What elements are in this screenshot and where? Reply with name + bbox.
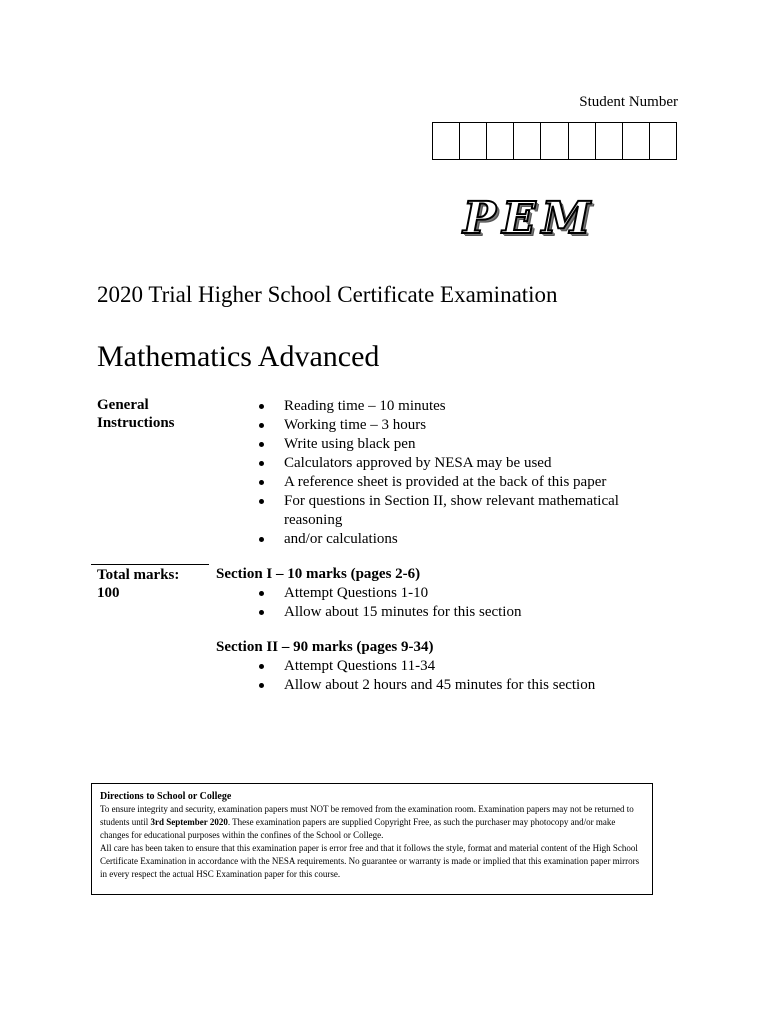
instruction-item: For questions in Section II, show relevant mathematical reasoning (255, 492, 655, 530)
student-number-boxes[interactable] (432, 122, 677, 160)
student-number-digit-box[interactable] (623, 123, 650, 159)
pem-logo: PEM (463, 193, 597, 244)
student-number-digit-box[interactable] (569, 123, 596, 159)
section-2-item: Attempt Questions 11-34 (255, 657, 675, 676)
section-2-heading: Section II – 90 marks (pages 9-34) (216, 639, 434, 655)
instruction-item: A reference sheet is provided at the back of this paper (255, 473, 655, 492)
exam-title: 2020 Trial Higher School Certificate Examination (97, 282, 558, 307)
section-1-list (255, 584, 675, 622)
student-number-digit-box[interactable] (514, 123, 541, 159)
student-number-digit-box[interactable] (487, 123, 514, 159)
instruction-item: and/or calculations (255, 530, 655, 549)
section-1-heading: Section I – 10 marks (pages 2-6) (216, 566, 421, 582)
instruction-item: Working time – 3 hours (255, 416, 655, 435)
section-2-list (255, 657, 675, 695)
student-number-digit-box[interactable] (541, 123, 568, 159)
directions-heading: Directions to School or College (100, 791, 232, 802)
student-number-label: Student Number (579, 94, 678, 110)
instruction-item: Write using black pen (255, 435, 655, 454)
instruction-item: Calculators approved by NESA may be used (255, 454, 655, 473)
total-marks (97, 566, 207, 602)
directions-paragraph-2: All care has been taken to ensure that this examination paper is error free and that it follows the style, format and material content of the High School Certificate Examination in accordance with the NESA requirements. No guarantee or warranty is made or implied that this examination paper mirrors in every respect the actual HSC Examination paper for this course. (100, 843, 640, 879)
directions-paragraph-1 (100, 803, 644, 842)
general-instructions-list (255, 397, 655, 549)
total-marks-label: Total marks: (97, 567, 180, 583)
general-instructions-heading-line1: General (97, 397, 149, 413)
student-number-digit-box[interactable] (433, 123, 460, 159)
instruction-item: Reading time – 10 minutes (255, 397, 655, 416)
directions-p1-before: To ensure integrity and security, examination papers must NOT be removed from the examination room. Examination papers may not be returned to students until (100, 804, 634, 827)
subject-title: Mathematics Advanced (97, 340, 380, 373)
total-marks-divider (91, 564, 209, 565)
general-instructions-heading-line2: Instructions (97, 415, 175, 431)
section-1-item: Attempt Questions 1-10 (255, 584, 675, 603)
directions-p1-after: . These examination papers are supplied Copyright Free, as such the purchaser may photocopy and/or make changes for educational purposes within the confines of the School or College. (100, 817, 616, 840)
student-number-digit-box[interactable] (460, 123, 487, 159)
section-1-item: Allow about 15 minutes for this section (255, 603, 675, 622)
student-number-digit-box[interactable] (596, 123, 623, 159)
general-instructions-heading (97, 396, 207, 432)
total-marks-value: 100 (97, 585, 120, 601)
directions-release-date: 3rd September 2020 (150, 817, 228, 827)
section-2-item: Allow about 2 hours and 45 minutes for this section (255, 676, 675, 695)
student-number-digit-box[interactable] (650, 123, 676, 159)
directions-box (91, 783, 653, 895)
